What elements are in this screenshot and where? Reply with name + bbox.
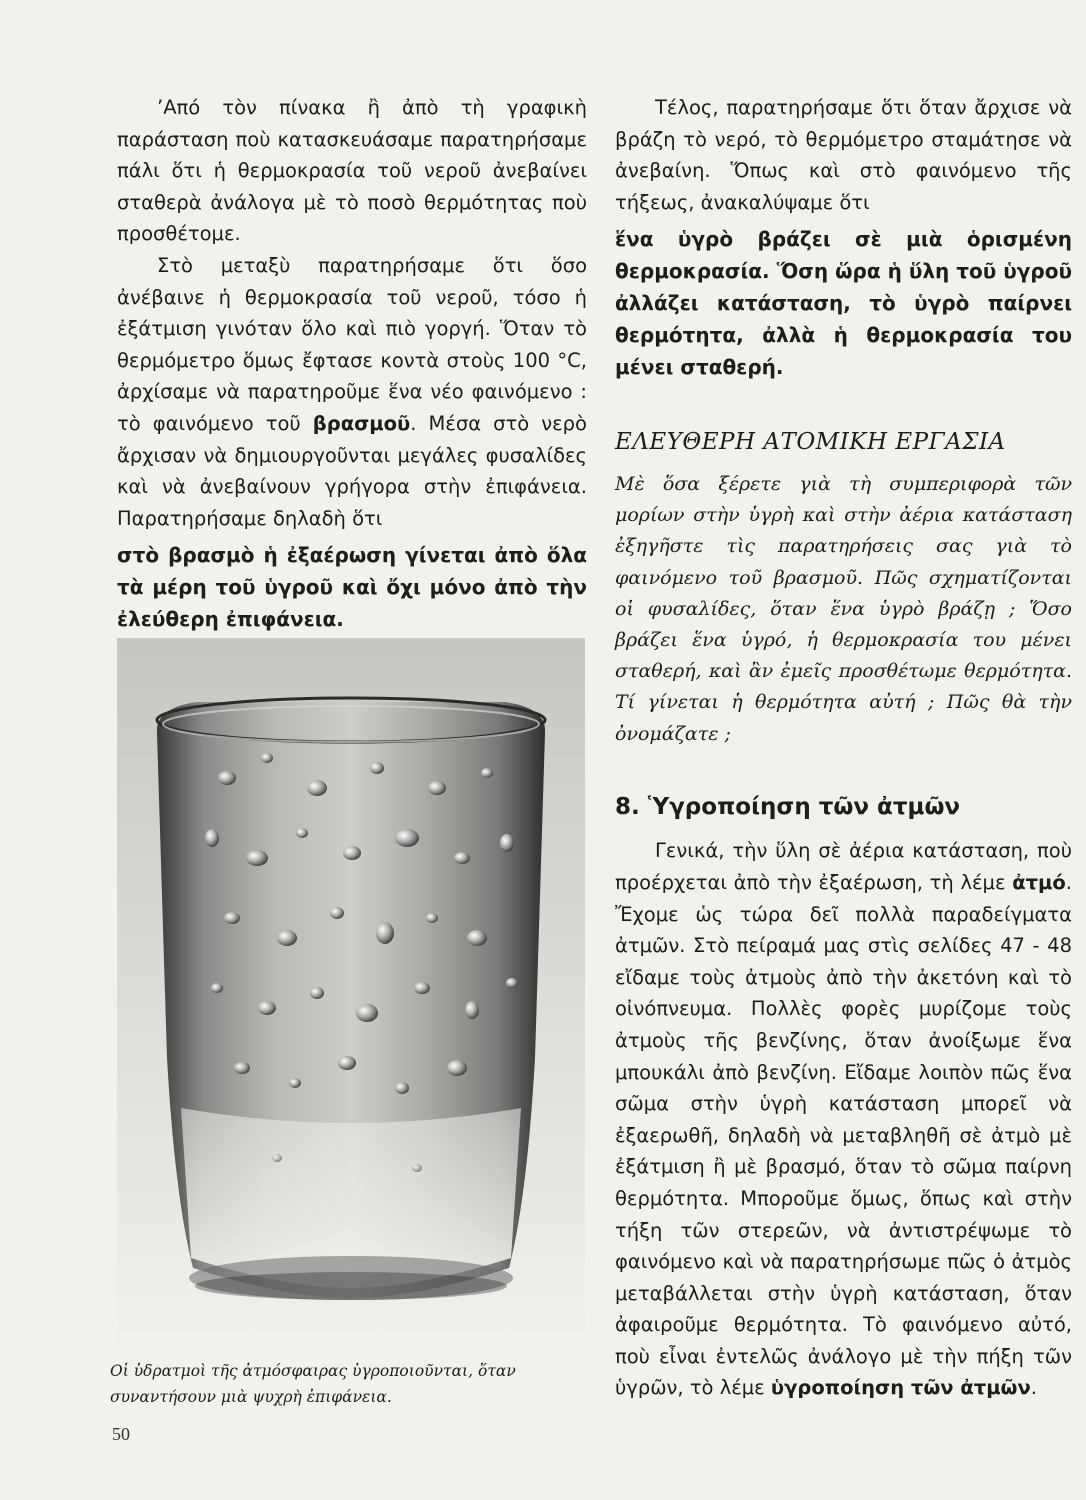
paragraph: ’Από τὸν πίνακα ἢ ἀπὸ τὴ γραφικὴ παράσταση ποὺ κατασκευάσαμε παρατηρήσαμε πάλι ὅτι ἡ θερμοκρασία τοῦ νεροῦ ἀνεβαίνει σταθερὰ ἀνάλογα μὲ τὸ ποσὸ θερμότητας ποὺ προσθέτομε. — [117, 96, 587, 246]
key-statement: στὸ βρασμὸ ἡ ἐξαέρωση γίνεται ἀπὸ ὅλα τὰ μέρη τοῦ ὑγροῦ καὶ ὄχι μόνο ἀπὸ τὴν ἐλεύθερη ἐπιφάνεια. — [117, 543, 587, 631]
page-number: 50 — [112, 1424, 130, 1444]
photo-caption: Οἱ ὑδρατμοὶ τῆς ἀτμόσφαιρας ὑγροποιοῦνται, ὅταν συναντήσουν μιὰ ψυχρὴ ἐπιφάνεια. — [110, 1362, 516, 1406]
condensation-glass-photo — [117, 638, 585, 1342]
section-title: 8. Ὑγροποίηση τῶν ἀτμῶν — [615, 793, 961, 820]
left-column — [117, 92, 587, 636]
key-statement: ἕνα ὑγρὸ βράζει σὲ μιὰ ὁρισμένη θερμοκρασία. Ὅση ὥρα ἡ ὕλη τοῦ ὑγροῦ ἀλλάζει κατάσταση, τὸ ὑγρὸ παίρνει θερμότητα, ἀλλὰ ἡ θερμοκρασία του μένει σταθερή. — [615, 227, 1072, 379]
glass-illustration — [117, 638, 585, 1342]
paragraph: Στὸ μεταξὺ παρατηρήσαμε ὅτι ὅσο ἀνέβαινε ἡ θερμοκρασία τοῦ νεροῦ, τόσο ἡ ἐξάτμιση γινόταν ὅλο καὶ πιὸ γοργή. Ὅταν τὸ θερμόμετρο ὅμως ἔφτασε κοντὰ στοὺς 100 °C, ἀρχίσαμε νὰ παρατηροῦμε ἕνα νέο φαινόμενο : τὸ φαινόμενο τοῦ βρασμοῦ. Μέσα στὸ νερὸ ἄρχισαν νὰ δημιουργοῦνται μεγάλες φυσαλίδες καὶ νὰ ἀνεβαίνουν γρήγορα στὴν ἐπιφάνεια. Παρατηρήσαμε δηλαδὴ ὅτι — [117, 253, 587, 530]
exercise-heading: ΕΛΕΥΘΕΡΗ ΑΤΟΜΙΚΗ ΕΡΓΑΣΙΑ — [615, 429, 1006, 456]
term-vapor: ἀτμό — [1012, 870, 1066, 894]
term-boiling: βρασμοῦ — [312, 411, 411, 435]
term-condensation: ὑγροποίηση τῶν ἀτμῶν — [770, 1376, 1031, 1400]
exercise-text: Μὲ ὅσα ξέρετε γιὰ τὴ συμπεριφορὰ τῶν μορίων στὴν ὑγρὴ καὶ στὴν ἀέρια κατάσταση ἐξηγῆστε τὶς παρατηρήσεις σας γιὰ τὸ φαινόμενο τοῦ βρασμοῦ. Πῶς σχηματίζονται οἱ φυσαλίδες, ὅταν ἕνα ὑγρὸ βράζῃ ; Ὅσο βράζει ἕνα ὑγρό, ἡ θερμοκρασία του μένει σταθερή, καὶ ἂν ἐμεῖς προσθέτωμε θερμότητα. Τί γίνεται ἡ θερμότητα αὐτή ; Πῶς θὰ τὴν ὀνομάζατε ; — [615, 472, 1072, 745]
right-column — [615, 92, 1072, 1404]
paragraph: Τέλος, παρατηρήσαμε ὅτι ὅταν ἄρχισε νὰ βράζη τὸ νερό, τὸ θερμόμετρο σταμάτησε νὰ ἀνεβαίνη. Ὅπως καὶ στὸ φαινόμενο τῆς τήξεως, ἀνακαλύψαμε ὅτι — [615, 96, 1072, 214]
paragraph: Γενικά, τὴν ὕλη σὲ ἀέρια κατάσταση, ποὺ προέρχεται ἀπὸ τὴν ἐξαέρωση, τὴ λέμε ἀτμό. Ἔχομε ὡς τώρα δεῖ πολλὰ παραδείγματα ἀτμῶν. Στὸ πείραμά μας στὶς σελίδες 47 - 48 εἴδαμε τοὺς ἀτμοὺς ἀπὸ τὴν ἀκετόνη καὶ τὸ οἰνόπνευμα. Πολλὲς φορὲς μυρίζομε τοὺς ἀτμοὺς τῆς βενζίνης, ὅταν ἀνοίξωμε ἕνα μπουκάλι ἀπὸ βενζίνη. Εἴδαμε λοιπὸν πῶς ἕνα σῶμα στὴν ὑγρὴ κατάσταση μπορεῖ νὰ ἐξαερωθῆ, δηλαδὴ νὰ μεταβληθῆ σὲ ἀτμὸ μὲ ἐξάτμιση ἢ μὲ βρασμό, ὅταν τὸ σῶμα παίρνη θερμότητα. Μποροῦμε ὅμως, ὅπως καὶ στὴν τήξη τῶν στερεῶν, νὰ ἀντιστρέψωμε τὸ φαινόμενο καὶ νὰ παρατηρήσωμε πῶς ὁ ἀτμὸς μεταβάλλεται στὴν ὑγρὴ κατάσταση, ὅταν ἀφαιροῦμε θερμότητα. Τὸ φαινόμενο αὐτό, ποὺ εἶναι ἐντελῶς ἀνάλογο μὲ τὴν πήξη τῶν ὑγρῶν, τὸ λέμε ὑγροποίηση τῶν ἀτμῶν. — [615, 839, 1072, 1400]
